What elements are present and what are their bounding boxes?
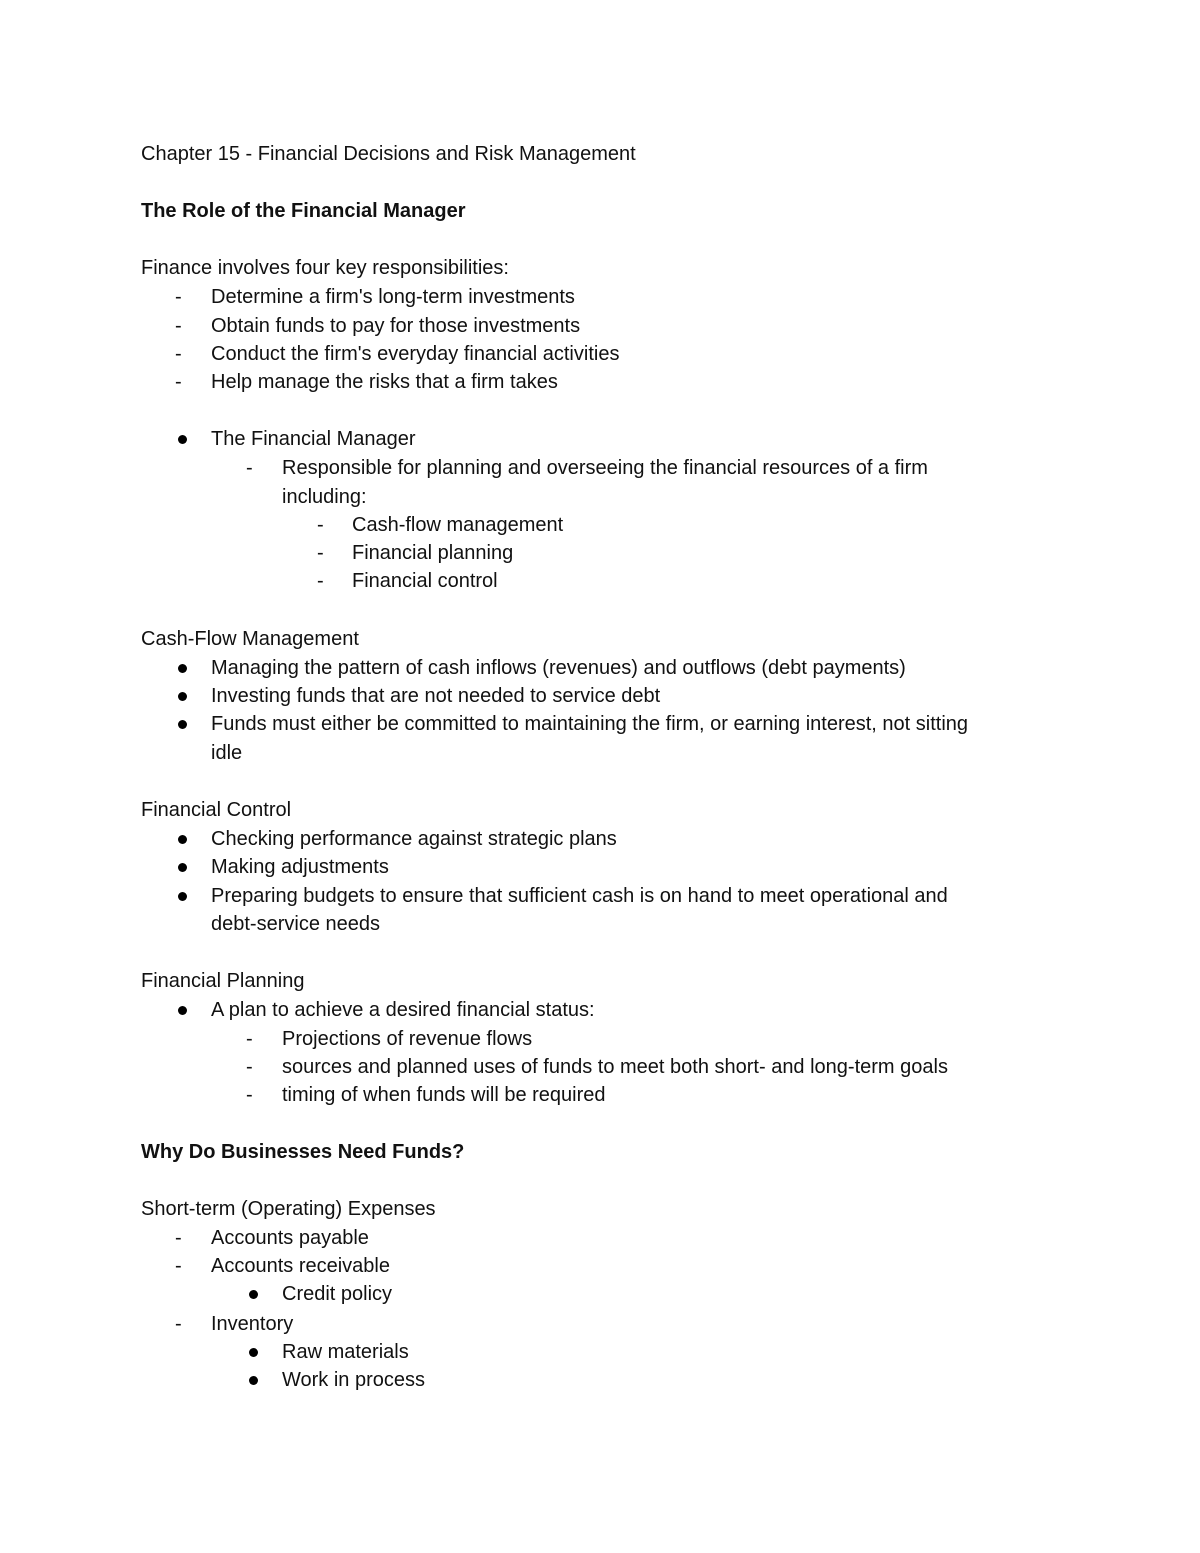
list-item: timing of when funds will be required xyxy=(282,1084,606,1106)
dash-marker: - xyxy=(175,315,182,337)
list-item: A plan to achieve a desired financial status: xyxy=(211,999,595,1021)
bullet-dot xyxy=(178,664,187,673)
list-item-continuation: including: xyxy=(282,486,367,508)
list-item: Obtain funds to pay for those investments xyxy=(211,315,581,337)
bullet-dot xyxy=(249,1348,258,1357)
bullet-dot xyxy=(249,1376,258,1385)
list-item: Investing funds that are not needed to service debt xyxy=(211,685,661,707)
dash-marker: - xyxy=(175,286,182,308)
list-item: Preparing budgets to ensure that sufficient cash is on hand to meet operational and xyxy=(211,885,948,907)
subheading-short-term: Short-term (Operating) Expenses xyxy=(141,1198,436,1220)
list-item: Inventory xyxy=(211,1313,294,1335)
dash-marker: - xyxy=(246,1028,253,1050)
bullet-dot xyxy=(178,720,187,729)
list-item: Accounts payable xyxy=(211,1227,369,1249)
list-item: Conduct the firm's everyday financial activities xyxy=(211,343,620,365)
list-item: The Financial Manager xyxy=(211,428,416,450)
list-item: Help manage the risks that a firm takes xyxy=(211,371,558,393)
list-item: Credit policy xyxy=(282,1283,393,1305)
subheading-financial-planning: Financial Planning xyxy=(141,970,305,992)
list-item: Raw materials xyxy=(282,1341,409,1363)
dash-marker: - xyxy=(175,1313,182,1335)
section-heading-funds: Why Do Businesses Need Funds? xyxy=(141,1141,465,1163)
dash-marker: - xyxy=(317,514,324,536)
bullet-dot xyxy=(178,835,187,844)
list-item: Accounts receivable xyxy=(211,1255,390,1277)
dash-marker: - xyxy=(175,1227,182,1249)
bullet-dot xyxy=(178,1006,187,1015)
dash-marker: - xyxy=(246,1084,253,1106)
list-item: Work in process xyxy=(282,1369,426,1391)
list-item: Determine a firm's long-term investments xyxy=(211,286,575,308)
bullet-dot xyxy=(178,435,187,444)
subheading-cash-flow: Cash-Flow Management xyxy=(141,628,359,650)
subheading-financial-control: Financial Control xyxy=(141,799,292,821)
list-item: Checking performance against strategic plans xyxy=(211,828,617,850)
bullet-dot xyxy=(249,1290,258,1299)
list-item: Managing the pattern of cash inflows (revenues) and outflows (debt payments) xyxy=(211,657,906,679)
list-item-continuation: idle xyxy=(211,742,243,764)
list-item: Responsible for planning and overseeing the financial resources of a firm xyxy=(282,457,928,479)
bullet-dot xyxy=(178,892,187,901)
responsibilities-intro: Finance involves four key responsibilities: xyxy=(141,257,509,279)
dash-marker: - xyxy=(175,343,182,365)
list-item: sources and planned uses of funds to meet both short- and long-term goals xyxy=(282,1056,948,1078)
dash-marker: - xyxy=(246,1056,253,1078)
list-item: Funds must either be committed to maintaining the firm, or earning interest, not sitting xyxy=(211,713,969,735)
bullet-dot xyxy=(178,863,187,872)
dash-marker: - xyxy=(246,457,253,479)
section-heading-role: The Role of the Financial Manager xyxy=(141,200,466,222)
document-title: Chapter 15 - Financial Decisions and Risk Management xyxy=(141,143,636,165)
dash-marker: - xyxy=(175,1255,182,1277)
bullet-dot xyxy=(178,692,187,701)
dash-marker: - xyxy=(317,542,324,564)
list-item: Financial planning xyxy=(352,542,514,564)
dash-marker: - xyxy=(175,371,182,393)
list-item: Making adjustments xyxy=(211,856,389,878)
list-item: Financial control xyxy=(352,570,498,592)
list-item: Projections of revenue flows xyxy=(282,1028,533,1050)
list-item-continuation: debt-service needs xyxy=(211,913,380,935)
list-item: Cash-flow management xyxy=(352,514,564,536)
dash-marker: - xyxy=(317,570,324,592)
